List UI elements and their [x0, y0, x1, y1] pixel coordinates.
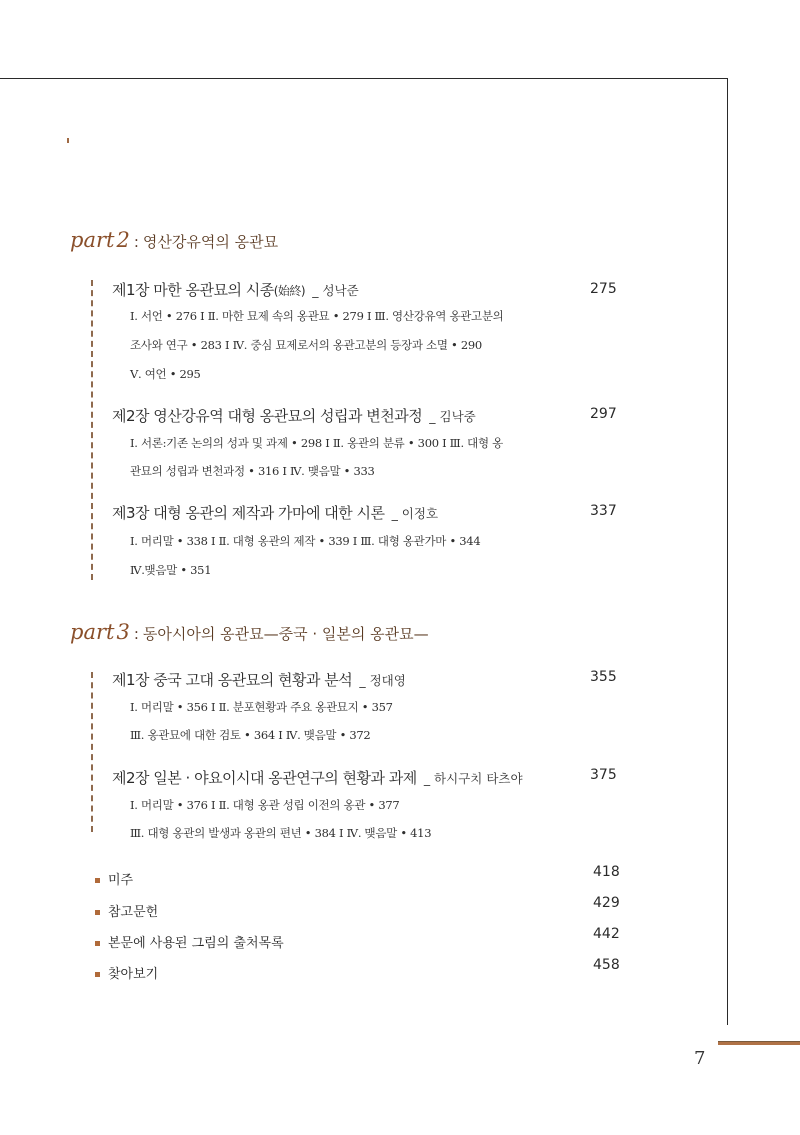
part-3-dashed-bar: [91, 672, 93, 832]
appendix-label: 찾아보기: [108, 967, 159, 982]
appendix-item: [95, 963, 158, 982]
chapter-author: _ 이정호: [391, 506, 439, 521]
appendix-page: 458: [593, 957, 620, 973]
part-2-heading: [70, 228, 278, 252]
appendix-item: [95, 932, 284, 951]
part-word: part: [70, 228, 115, 252]
chapter-title: 제2장 일본 · 야요이시대 옹관연구의 현황과 과제: [112, 769, 417, 787]
appendix-label: 본문에 사용된 그림의 출처목록: [108, 936, 284, 951]
chapter-section-line: I. 서론:기존 논의의 성과 및 과제 • 298 I Ⅱ. 옹관의 분류 • 300 I Ⅲ. 대형 옹: [130, 436, 503, 450]
square-bullet-icon: [95, 972, 100, 977]
part-3-heading: [70, 620, 429, 644]
chapter-title-row: [112, 405, 622, 426]
chapter-author: _ 하시구치 타츠야: [423, 771, 523, 786]
chapter-title-hanja: (始終): [273, 284, 306, 298]
square-bullet-icon: [95, 878, 100, 883]
chapter-author: _ 성낙준: [312, 283, 359, 298]
appendix-page: 442: [593, 926, 620, 942]
frame-top-rule: [0, 78, 728, 79]
part-number: 2: [116, 228, 130, 252]
chapter-title-row: [112, 502, 622, 523]
chapter-section-line: I. 머리말 • 338 I Ⅱ. 대형 옹관의 제작 • 339 I Ⅲ. 대형 옹관가마 • 344: [130, 534, 481, 548]
part-2-dashed-bar: [91, 280, 93, 580]
chapter-title-row: [112, 767, 622, 788]
frame-right-rule: [727, 78, 728, 1025]
part-number: 3: [116, 620, 130, 644]
appendix-page: 418: [593, 864, 620, 880]
part-separator: :: [133, 233, 139, 251]
chapter-section-line: Ⅳ.맺음말 • 351: [130, 563, 212, 577]
chapter-section-line: I. 서언 • 276 I Ⅱ. 마한 묘제 속의 옹관묘 • 279 I Ⅲ. 영산강유역 옹관고분의: [130, 309, 504, 323]
chapter-page: 355: [590, 669, 617, 685]
square-bullet-icon: [95, 910, 100, 915]
chapter-title-row: [112, 669, 622, 690]
chapter-section-line: Ⅴ. 여언 • 295: [130, 367, 201, 381]
chapter-page: 337: [590, 503, 617, 519]
chapter-title-row: [112, 279, 622, 300]
part-word: part: [70, 620, 115, 644]
chapter-author: _ 김낙중: [429, 409, 476, 424]
chapter-section-line: Ⅲ. 대형 옹관의 발생과 옹관의 편년 • 384 I Ⅳ. 맺음말 • 413: [130, 826, 432, 840]
appendix-item: [95, 901, 158, 920]
part-title: 영산강유역의 옹관묘: [142, 233, 279, 251]
chapter-section-line: 관묘의 성립과 변천과정 • 316 I Ⅳ. 맺음말 • 333: [130, 464, 375, 478]
chapter-page: 297: [590, 406, 617, 422]
chapter-section-line: I. 머리말 • 356 I Ⅱ. 분포현황과 주요 옹관묘지 • 357: [130, 700, 393, 714]
part-separator: :: [133, 625, 139, 643]
chapter-title: 제2장 영산강유역 대형 옹관묘의 성립과 변천과정: [112, 407, 423, 425]
chapter-section-line: I. 머리말 • 376 I Ⅱ. 대형 옹관 성립 이전의 옹관 • 377: [130, 798, 400, 812]
appendix-label: 미주: [108, 873, 134, 888]
chapter-author: _ 정대영: [359, 673, 406, 688]
chapter-page: 375: [590, 767, 617, 783]
square-bullet-icon: [95, 941, 100, 946]
chapter-section-line: Ⅲ. 옹관묘에 대한 검토 • 364 I Ⅳ. 맺음말 • 372: [130, 728, 371, 742]
frame-bottom-accent: [718, 1042, 800, 1045]
corner-tick-mark: [67, 138, 69, 143]
chapter-title: 제1장 마한 옹관묘의 시종: [112, 281, 274, 299]
page-number: 7: [694, 1048, 706, 1069]
appendix-item: [95, 869, 133, 888]
appendix-label: 참고문헌: [108, 905, 159, 920]
chapter-section-line: 조사와 연구 • 283 I Ⅳ. 중심 묘제로서의 옹관고분의 등장과 소멸 • 290: [130, 338, 482, 352]
appendix-page: 429: [593, 895, 620, 911]
chapter-title: 제1장 중국 고대 옹관묘의 현황과 분석: [112, 671, 353, 689]
part-title: 동아시아의 옹관묘—중국 · 일본의 옹관묘—: [142, 625, 429, 643]
chapter-page: 275: [590, 281, 617, 297]
chapter-title: 제3장 대형 옹관의 제작과 가마에 대한 시론: [112, 504, 385, 522]
